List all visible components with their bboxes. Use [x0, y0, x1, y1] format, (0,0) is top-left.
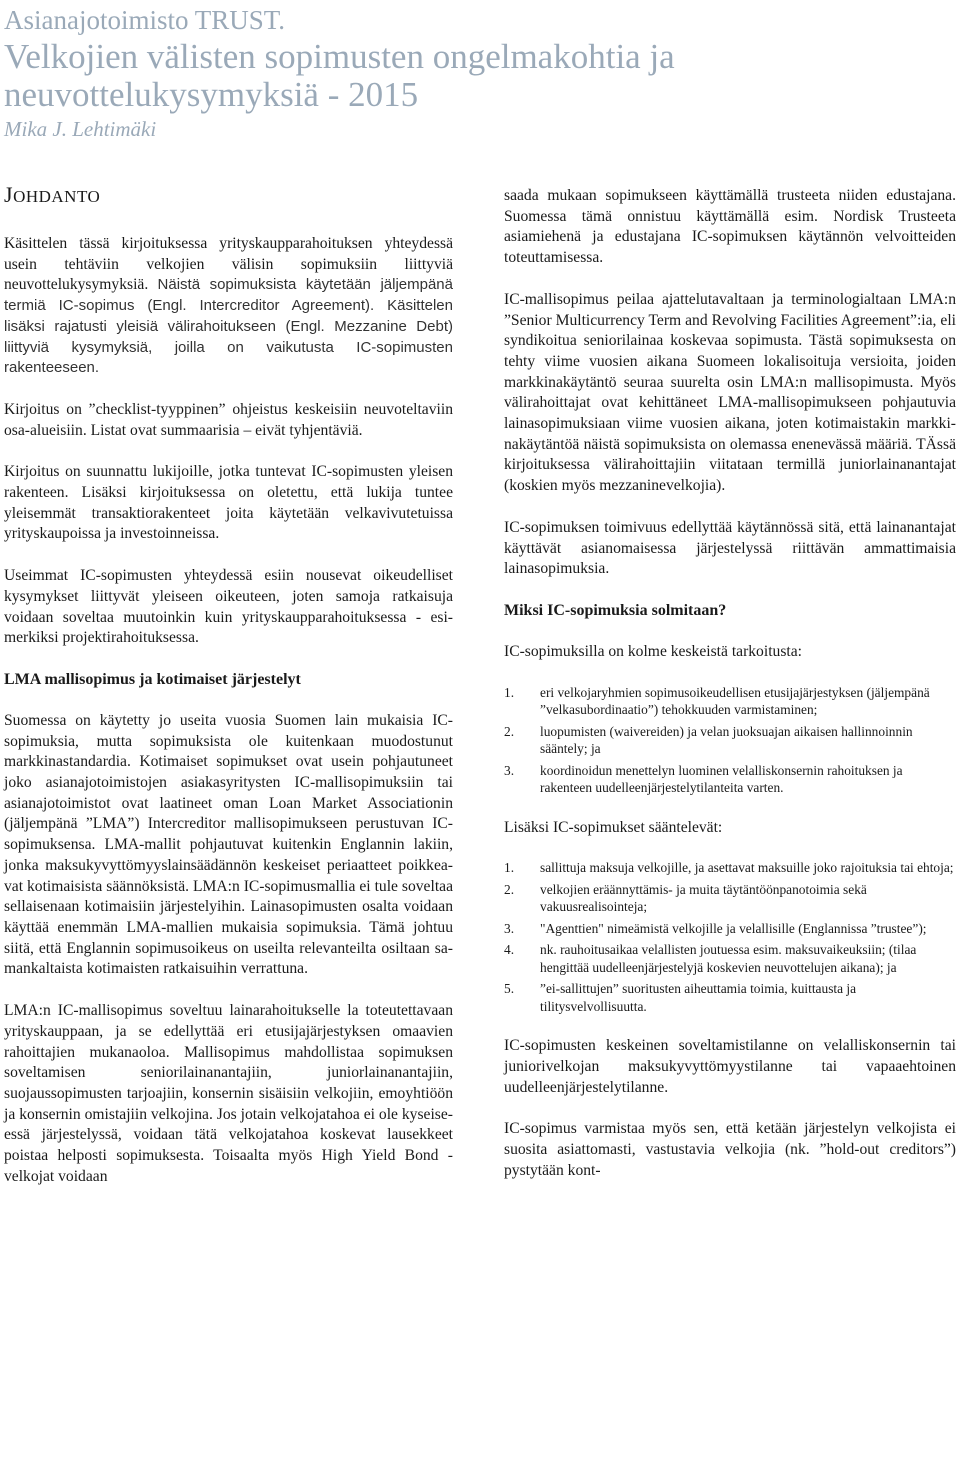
list-text: "Agenttien" nimeämistä velkojille ja velallisille (Englannissa ”trustee”);: [540, 920, 927, 936]
list-number: 5.: [504, 981, 515, 997]
list-number: 2.: [504, 723, 515, 739]
paragraph: IC-sopimus varmistaa myös sen, että ketään järjestelyn velkojista ei suosita asiattomasti, vastustavia velkojia (nk. ”hold-out creditors”) pystytään kont-: [504, 1120, 956, 1179]
heading-initial: J: [4, 182, 14, 207]
list-text: luopumisten (waivereiden) ja velan juoksuajan aikaisen hallinnoinnin sääntely; ja: [540, 723, 913, 757]
list-item: [504, 941, 956, 976]
list-item: [504, 762, 956, 797]
left-column: [4, 182, 453, 1208]
list-text: eri velkojaryhmien sopimusoikeudellisen etusijajärjestyksen (jäljempänä ”velkasubordinaatio”) tehokkuuden varmistaminen;: [540, 684, 930, 718]
paragraph-part: Näistä sopimuksista käytetään jäljempänä termiä IC-sopimus (Engl. Intercreditor Agreement). Käsittelen lisäksi rajatusti yleisiä välirahoitukseen (Engl. Mezzanine Debt) liittyviä kysymyksiä, joilla on vaikutusta IC-sopimusten rakenteeseen.: [4, 276, 453, 377]
list-item: [504, 920, 956, 938]
list-item: [504, 723, 956, 758]
list-number: 4.: [504, 942, 515, 958]
paragraph: saada mukaan sopimukseen käyttämällä trusteeta niiden edustajana. Suomessa tämä onnistuu käyttämällä esim. Nordisk Trusteeta asiamiehenä ja edustajana IC-sopimuksen käytännön velvoitteiden toteuttamisessa.: [504, 187, 956, 267]
paragraph: LMA:n IC-mallisopimus soveltuu lainarahoitukselle la toteutettavaan yrityskauppaan, ja se edellyttää eri etusijajärjestyksen omaavien rahoittajien mukanaoloa. Mallisopimus mahdollistaa sopimuksen soveltamisen seniorilainanantajiin, juniorlainanantajiin, suojaussopimusten tarjoajiin, konsernin sisäisiin velkojiin, emoyhtiöön ja konsernin omistajiin velkojina. Jos jotain velkojatahoa ei ole kyseiseessä järjestelyssä, voidaan tätä velkojatahoa koskevat lausekkeet poistaa helposti sopimuksesta. Toisaalta myös High Yield Bond -velkojat voidaan: [4, 1002, 453, 1185]
paragraph: Useimmat IC-sopimusten yhteydessä esiin nousevat oikeudelliset kysymykset liittyvät yleiseen oikeuteen, joten samoja ratkaisuja voidaan soveltaa muutoinkin kuin yrityskaupparahoituksessa - esimerkiksi projektirahoituksessa.: [4, 567, 453, 647]
subheading-lma: LMA mallisopimus ja kotimaiset järjestelyt: [4, 670, 301, 688]
purpose-list: [504, 684, 956, 797]
list-number: 2.: [504, 881, 515, 897]
paragraph: IC-mallisopimus peilaa ajattelutavaltaan ja terminologialtaan LMA:n ”Senior Multicurrency Term and Revolving Facilities Agreement”:ia, eli syndikoitua seniorilainaa koskevaa sopimusta. Tästä sopimuksesta on tehty viime vuosien aikana Suomeen lokalisoituja versioita, joiden markkinakäytäntö seuraa suurelta osin LMA:n mallisopimusta. Myös välirahoittajat ovat kehittäneet LMA-mallisopimukseen pohjautuvia lainasopimuksiaan viime vuosien aikana, joten kotimaistakin markkinakäytäntöä näistä sopimuksista on olemassa enenevässä määriä. TÄssä kirjoituksessa välirahoittajiin viitataan termillä juniorlainanantajat (koskien myös mezzaninevelkojia).: [504, 290, 956, 495]
list-text: ”ei-sallittujen” suoritusten aiheuttamia toimia, kuittausta ja tilitysvelvollisuutta.: [540, 981, 857, 1014]
list-text: nk. rauhoitusaikaa velallisten joutuessa esim. maksuvaikeuksiin; (tilaa hengittää uudelleenjärjestelyjä koskevien neuvottelujen aikana); ja: [540, 942, 917, 975]
author-name: Mika J. Lehtimäki: [4, 117, 157, 141]
list-number: 1.: [504, 860, 515, 876]
section-heading-johdanto: [4, 182, 453, 210]
paragraph: IC-sopimusten keskeinen soveltamistilanne on velalliskonsernin tai juniorivelkojan maksukyvyttömyystilanne tai vapaaehtoinen uudelleenjärjestelytilanne.: [504, 1037, 956, 1096]
paragraph: [4, 234, 453, 379]
list-item: [504, 980, 956, 1015]
paragraph: Lisäksi IC-sopimukset sääntelevät:: [504, 818, 723, 836]
document-title: Velkojien välisten sopimusten ongelmakohtia ja neuvottelukysymyksiä - 2015: [4, 37, 675, 114]
paragraph-part: Käsittelen tässä kirjoituksessa yrityskaupparahoituksen yhteydessä usein tehtäviin velkojien välisin sopimuksiin liittyviä neuvottelukysymyksiä.: [4, 235, 453, 294]
list-text: sallittuja maksuja velkojille, ja asettavat maksuille joko rajoituksia tai ehtoja;: [540, 860, 954, 876]
list-number: 1.: [504, 684, 515, 700]
list-item: [504, 684, 956, 719]
list-number: 3.: [504, 762, 515, 778]
paragraph: IC-sopimuksen toimivuus edellyttää käytännössä sitä, että lainanantajat käyttävät asianomaisessa järjestelyssä riittävän ammattimaisia lainasopimuksia.: [504, 518, 956, 578]
heading-rest: OHDANTO: [13, 187, 101, 206]
regulation-list: [504, 859, 956, 1015]
list-item: [504, 881, 956, 916]
list-item: [504, 859, 956, 877]
list-number: 3.: [504, 920, 515, 936]
list-text: koordinoidun menettelyn luominen velalliskonsernin rahoituksen ja rakenteen uudelleenjärjestelytilanteita varten.: [540, 762, 903, 796]
list-text: velkojien eräännyttämis- ja muita täytäntöönpanotoimia sekä vakuusrealisointeja;: [540, 881, 867, 915]
document-header: [4, 0, 954, 142]
paragraph: Kirjoitus on ”checklist-tyyppinen” ohjeistus keskeisiin neuvoteltaviin osa-alueisiin. Listat ovat summaarisia – eivät tyhjentäviä.: [4, 400, 453, 439]
paragraph: IC-sopimuksilla on kolme keskeistä tarkoitusta:: [504, 642, 802, 660]
subheading-miksi: Miksi IC-sopimuksia solmitaan?: [504, 601, 727, 619]
firm-name: Asianajotoimisto TRUST.: [4, 5, 286, 35]
paragraph: Kirjoitus on suunnattu lukijoille, jotka tuntevat IC-sopimusten yleisen rakenteen. Lisäksi kirjoituksessa on oletettu, että lukija tuntee yleisemmät transaktiorakenteet joita käytetään velkavivutetuissa yrityskaupoissa ja investoinneissa.: [4, 463, 453, 543]
paragraph: Suomessa on käytetty jo useita vuosia Suomen lain mukaisia IC-sopimuksia, mutta sopimuksista ole kuitenkaan muodostunut markkinastandardia. Kotimaiset sopimukset ovat usein pohjautuneet joko asianajotoimistojen asiakasyritysten IC-mallisopimuksiin tai asianajotoimistot ovat laatineet oman Loan Market Associationin (jäljempänä ”LMA”) Intercreditor mallisopimukseen perustuvan IC-sopimuksensa. LMA-mallit pohjautuvat kuitenkin Englannin lakiin, jonka maksukyvyttömyyslainsäädännön keskeiset periaatteet poikkeavat kotimaisista säännöksistä. LMA:n IC-sopimusmallia ei tule soveltaa sellaisenaan kotimaisiin järjestelyihin. Lainasopimusten osalta voidaan käyttää enemmän LMA-mallien mukaisia sopimuksia. Tämä johtuu siitä, että Englannin sopimusoikeus on useilta relevanteilta osiltaan samankaltaista kotimaisten ratkaisuihin verrattuna.: [4, 711, 453, 978]
right-column: [504, 186, 956, 1203]
